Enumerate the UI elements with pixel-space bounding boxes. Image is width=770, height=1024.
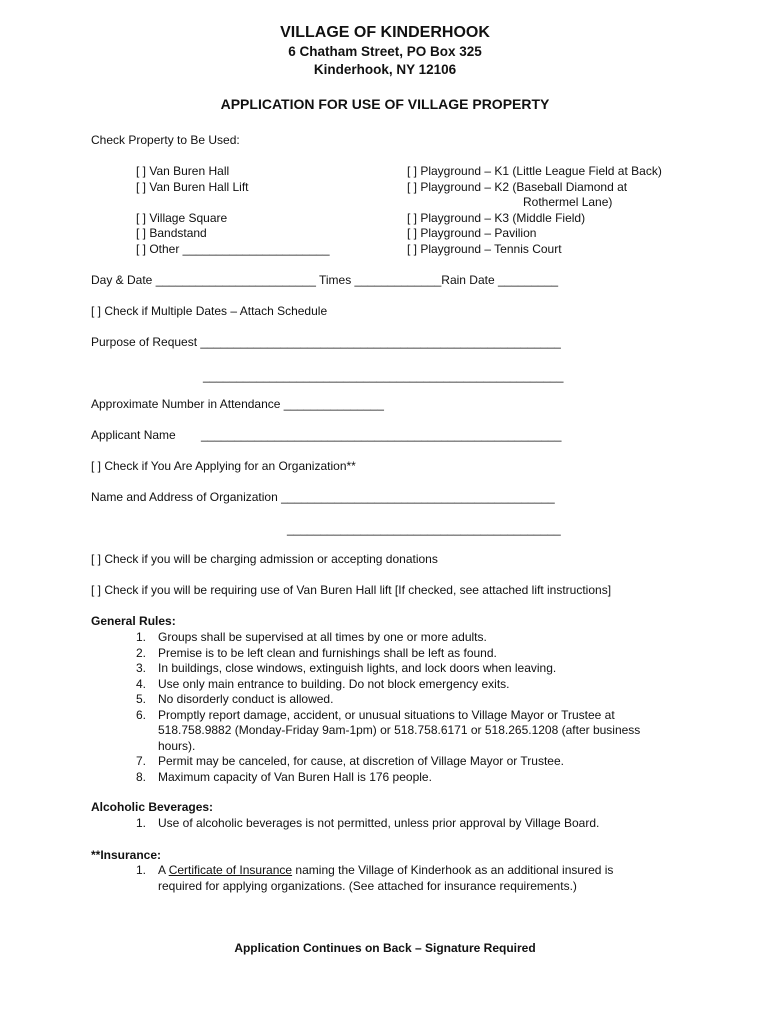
rule-number: 6. xyxy=(136,707,147,722)
rule-number: 1. xyxy=(136,630,147,644)
rule-text: Groups shall be supervised at all times by one or more adults. xyxy=(158,630,487,644)
property-prompt: Check Property to Be Used: xyxy=(91,133,240,147)
insurance-rule-line2: required for applying organizations. (See attached for insurance requirements.) xyxy=(158,879,577,893)
rule-text: 518.758.9882 (Monday-Friday 9am-1pm) or 518.758.6171 or 518.265.1208 (after business xyxy=(158,723,641,737)
organization-name-field-line2[interactable]: _________________________________________ xyxy=(287,522,561,536)
admission-checkbox[interactable]: [ ] Check if you will be charging admission or accepting donations xyxy=(91,552,438,566)
insurance-suffix: naming the Village of Kinderhook as an additional insured is xyxy=(292,863,614,877)
day-date-field[interactable]: Day & Date ________________________ Times _____________Rain Date _________ xyxy=(91,273,559,287)
rule-text: Permit may be canceled, for cause, at discretion of Village Mayor or Trustee. xyxy=(158,754,564,768)
lift-checkbox[interactable]: [ ] Check if you will be requiring use of Van Buren Hall lift [If checked, see attached lift instructions] xyxy=(91,583,612,597)
rule-number: 7. xyxy=(136,754,147,768)
organization-checkbox[interactable]: [ ] Check if You Are Applying for an Organization** xyxy=(91,459,356,473)
alcohol-rule-text: Use of alcoholic beverages is not permitted, unless prior approval by Village Board. xyxy=(158,816,600,830)
address-line-2: Kinderhook, NY 12106 xyxy=(313,62,457,77)
rule-number: 5. xyxy=(136,692,147,706)
rule-text: Maximum capacity of Van Buren Hall is 176 people. xyxy=(158,769,432,784)
property-village-square[interactable]: [ ] Village Square xyxy=(136,211,228,225)
attendance-field[interactable]: Approximate Number in Attendance _______________ xyxy=(91,397,384,411)
alcohol-rule-number: 1. xyxy=(136,816,147,830)
property-van-buren-hall[interactable]: [ ] Van Buren Hall xyxy=(136,164,230,178)
organization-name-field[interactable]: Name and Address of Organization _________________________________________ xyxy=(91,490,555,504)
address-line-1: 6 Chatham Street, PO Box 325 xyxy=(288,44,482,59)
rule-text: hours). xyxy=(158,738,196,753)
rule-number: 4. xyxy=(136,676,147,691)
certificate-of-insurance-link[interactable]: Certificate of Insurance xyxy=(168,863,293,877)
continues-on-back-note: Application Continues on Back – Signature Required xyxy=(234,941,536,955)
property-playground-k2[interactable]: [ ] Playground – K2 (Baseball Diamond at xyxy=(407,180,628,194)
general-rules-title: General Rules: xyxy=(91,614,176,628)
purpose-field[interactable]: Purpose of Request ______________________________________________________ xyxy=(91,335,561,349)
rule-text: In buildings, close windows, extinguish lights, and lock doors when leaving. xyxy=(158,661,557,675)
property-playground-pavilion[interactable]: [ ] Playground – Pavilion xyxy=(407,226,537,240)
rule-text: Promptly report damage, accident, or unusual situations to Village Mayor or Trustee at xyxy=(158,707,615,722)
insurance-rule-number: 1. xyxy=(136,863,147,877)
multiple-dates-checkbox[interactable]: [ ] Check if Multiple Dates – Attach Schedule xyxy=(91,304,328,318)
village-name: VILLAGE OF KINDERHOOK xyxy=(280,24,490,41)
rule-number: 8. xyxy=(136,769,147,784)
applicant-name-label: Applicant Name xyxy=(91,428,176,442)
property-playground-tennis[interactable]: [ ] Playground – Tennis Court xyxy=(407,242,562,256)
property-playground-k2-cont: Rothermel Lane) xyxy=(523,195,613,209)
property-playground-k1[interactable]: [ ] Playground – K1 (Little League Field at Back) xyxy=(407,164,662,178)
form-title: APPLICATION FOR USE OF VILLAGE PROPERTY xyxy=(220,96,550,112)
applicant-name-field[interactable]: ______________________________________________________ xyxy=(201,428,562,442)
insurance-rule-line1 xyxy=(158,863,613,877)
alcohol-title: Alcoholic Beverages: xyxy=(91,800,214,814)
rule-text: Premise is to be left clean and furnishings shall be left as found. xyxy=(158,645,497,660)
property-van-buren-hall-lift[interactable]: [ ] Van Buren Hall Lift xyxy=(136,180,249,194)
insurance-title: **Insurance: xyxy=(91,848,162,862)
purpose-field-line2[interactable]: ______________________________________________________ xyxy=(203,369,564,383)
rule-number: 2. xyxy=(136,645,147,660)
rule-number: 3. xyxy=(136,661,147,675)
property-other[interactable]: [ ] Other ______________________ xyxy=(136,242,330,256)
property-playground-k3[interactable]: [ ] Playground – K3 (Middle Field) xyxy=(407,211,586,225)
rule-text: No disorderly conduct is allowed. xyxy=(158,692,334,706)
property-bandstand[interactable]: [ ] Bandstand xyxy=(136,226,207,240)
insurance-prefix: A xyxy=(158,863,169,877)
rule-text: Use only main entrance to building. Do not block emergency exits. xyxy=(158,676,510,691)
